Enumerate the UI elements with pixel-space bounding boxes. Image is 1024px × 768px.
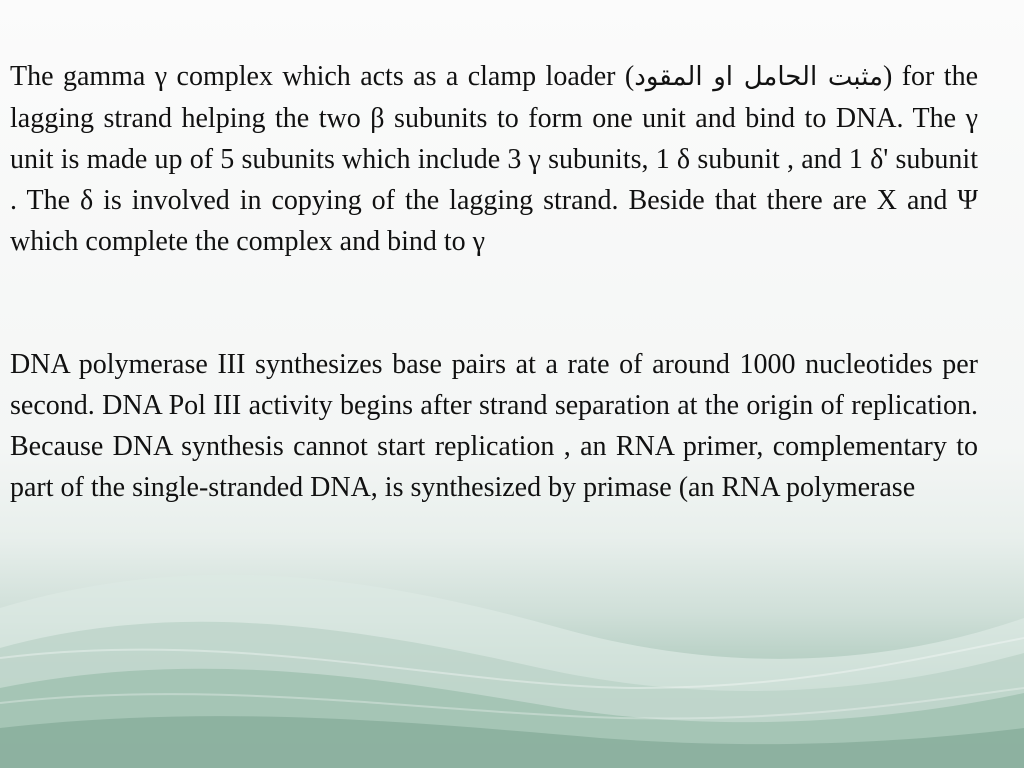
arabic-term: مثبت الحامل او المقود xyxy=(634,62,883,92)
paragraph-gamma-complex-part1: The gamma γ complex which acts as a clamp loader ( xyxy=(10,61,635,92)
slide-body xyxy=(10,56,978,508)
wave-background xyxy=(0,538,1024,768)
paragraph-dna-polymerase-iii: DNA polymerase III synthesizes base pairs at a rate of around 1000 nucleotides per second. DNA Pol III activity begins after strand separation at the origin of replication. Because DNA synthesis cannot start replication , an RNA primer, complementary to part of the single-stranded DNA, is synthesized by primase (an RNA polymerase xyxy=(10,349,978,503)
paragraph-gamma-complex-part2: ) for the lagging strand helping the two β subunits to form one unit and bind to DNA. The γ unit is made up of 5 subunits which include 3 γ subunits, 1 δ subunit , and 1 δ' subunit . The δ is involved in copying of the lagging strand. Beside that there are X and Ψ which complete the complex and bind to γ xyxy=(10,61,978,257)
paragraph-spacer xyxy=(10,262,978,344)
paragraph-gamma-complex xyxy=(10,56,978,262)
